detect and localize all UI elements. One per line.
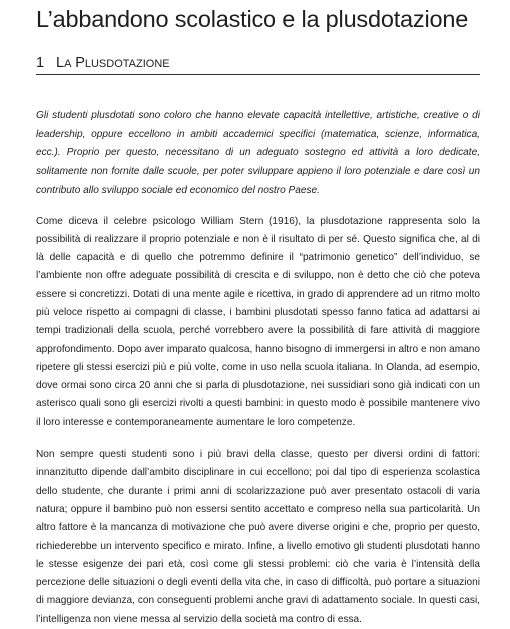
section-number: 1	[36, 55, 45, 71]
body-paragraph-1: Come diceva il celebre psicologo William Stern (1916), la plusdotazione rappresenta solo la possibilità di realizzare il proprio potenziale e non è il risultato di per sé. Questo significa che, al di là delle capacità e di quello che potremmo definire il “patrimonio genetico” dell’individuo, se l’ambiente non offre adeguate possibilità di crescita e di sviluppo, non è detto che ciò che poteva essere si concretizzi. Dotati di una mente agile e ricettiva, in grado di apprendere ad un ritmo molto più veloce rispetto ai compagni di classe, i bambini plusdotati spesso fanno fatica ad adattarsi ai tempi tradizionali della scuola, perché vorrebbero avere la possibilità di fare attività di maggiore approfondimento. Dopo aver imparato qualcosa, hanno bisogno di immergersi in altro e non amano ripetere gli stessi esercizi più e più volte, come in uso nella scuola italiana. In Olanda, ad esempio, dove ormai sono circa 20 anni che si parla di plusdotazione, nei sussidiari sono già indicati con un asterisco quali sono gli esercizi rivolti a questi bambini: in questo modo è possibile mantenere vivo il loro interesse e contemporaneamente aumentare le loro competenze.	[36, 215, 480, 428]
section-heading	[36, 55, 480, 75]
section-title: LA PLUSDOTAZIONE	[56, 55, 170, 71]
document-title: L’abbandono scolastico e la plusdotazione	[36, 6, 469, 32]
body-paragraph-2: Non sempre questi studenti sono i più bravi della classe, questo per diversi ordini di fattori: innanzitutto dipende dall’ambito disciplinare in cui eccellono; poi dal tipo di esperienza scolastica dello studente, che durante i primi anni di scolarizzazione può aver presentato ostacoli di varia natura; oppure il bambino può non essersi sentito accettato e compreso nella sua particolarità. Un altro fattore è la mancanza di motivazione che può avere diverse origini e che, proprio per questo, richiederebbe un intervento specifico e mirato. Infine, a livello emotivo gli studenti plusdotati hanno le stesse esigenze dei pari età, così come gli stessi problemi: ciò che varia è l’intensità della percezione delle situazioni o degli eventi della vita che, in caso di difficoltà, può portare a situazioni di maggiore devianza, con conseguenti problemi anche gravi di adattamento sociale. In questi casi, l’intelligenza non viene messa al servizio della società ma contro di essa.	[36, 449, 480, 625]
abstract-paragraph: Gli studenti plusdotati sono coloro che hanno elevate capacità intellettive, artistiche, creative o di leadership, oppure eccellono in ambiti accademici specifici (matematica, scienze, informatica, ecc.). Proprio per questo, necessitano di un adeguato sostegno ed attività a loro dedicate, solitamente non fornite dalle scuole, per poter sviluppare appieno il loro potenziale e dare così un contributo allo sviluppo sociale ed economico del nostro Paese.	[36, 110, 480, 196]
